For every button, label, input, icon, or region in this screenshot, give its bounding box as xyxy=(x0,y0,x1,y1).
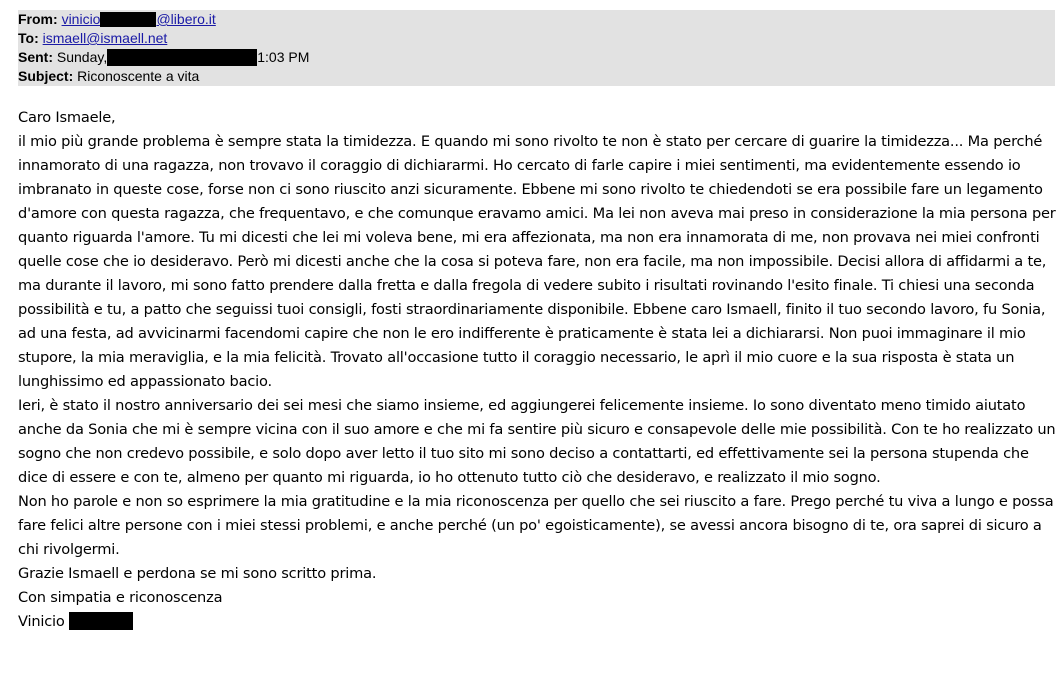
signature-line xyxy=(18,610,1058,634)
thanks-line: Grazie Ismaell e perdona se mi sono scritto prima. xyxy=(18,565,377,582)
sent-row xyxy=(18,48,309,67)
from-label: From: xyxy=(18,11,58,27)
sent-time: 1:03 PM xyxy=(257,49,310,65)
greeting: Caro Ismaele, xyxy=(18,109,116,126)
body-paragraph-2: Ieri, è stato il nostro anniversario dei sei mesi che siamo insieme, ed aggiungerei felicemente insieme. Io sono diventato meno timido aiutato anche da Sonia che mi è sempre vicina con il suo amore e che mi fa sentire più sicuro e consapevole delle mie possibilità. Con te ho realizzato un sogno che non credevo possibile, e solo dopo aver letto il tuo sito mi sono deciso a contattarti, ed effettivamente sei la persona stupenda che dice di essere e con te, almeno per quanto mi riguarda, io ho ottenuto tutto ciò che desideravo, e realizzato il mio sogno. xyxy=(18,397,1056,486)
sent-label: Sent: xyxy=(18,49,53,65)
closing-line: Con simpatia e riconoscenza xyxy=(18,589,223,606)
to-address-link[interactable]: ismaell@ismaell.net xyxy=(42,30,168,46)
redaction-bar xyxy=(107,49,257,66)
redaction-bar xyxy=(100,12,156,27)
sent-day: Sunday, xyxy=(56,49,108,65)
to-row xyxy=(18,29,167,48)
subject-label: Subject: xyxy=(18,68,74,84)
body-paragraph-3: Non ho parole e non so esprimere la mia gratitudine e la mia riconoscenza per quello che sei riuscito a fare. Prego perché tu viva a lungo e possa fare felici altre persone con i miei stessi problemi, e anche perché (un po' egoisticamente), se avessi ancora bisogno di te, ora saprei di sicuro a chi rivolgermi. xyxy=(18,493,1054,558)
from-address-link[interactable] xyxy=(62,11,216,27)
signature-name: Vinicio xyxy=(18,613,65,630)
from-user[interactable]: vinicio xyxy=(61,11,101,27)
from-row xyxy=(18,10,216,29)
body-paragraph-1: il mio più grande problema è sempre stata la timidezza. E quando mi sono rivolto te non è stato per cercare di guarire la timidezza... Ma perché innamorato di una ragazza, non trovavo il coraggio di dichiararmi. Ho cercato di farle capire i miei sentimenti, ma evidentemente essendo io imbranato in queste cose, forse non ci sono riuscito anzi sicuramente. Ebbene mi sono rivolto te chiedendoti se era possibile fare un legamento d'amore con questa ragazza, che frequentavo, e che comunque eravamo amici. Ma lei non aveva mai preso in considerazione la mia persona per quanto riguarda l'amore. Tu mi dicesti che lei mi voleva bene, mi era affezionata, ma non era innamorata di me, non provava nei miei confronti quelle cose che io desideravo. Però mi dicesti anche che la cosa si poteva fare, non era facile, ma non impossibile. Decisi allora di affidarmi a te, ma durante il lavoro, mi sono fatto prendere dalla fretta e dalla fregola di vedere subito i risultati rovinando l'esito finale. Ti chiesi una seconda possibilità e tu, a patto che seguissi tuoi consigli, fosti straordinariamente disponibile. Ebbene caro Ismaell, finito il tuo secondo lavoro, fu Sonia, ad una festa, ad avvicinarmi facendomi capire che non le ero indifferente è praticamente è stata lei a dichiararsi. Non puoi immaginare il mio stupore, la mia meraviglia, e la mia felicità. Trovato all'occasione tutto il coraggio necessario, le aprì il mio cuore e la sua risposta è stata un lunghissimo ed appassionato bacio. xyxy=(18,133,1056,390)
redaction-bar xyxy=(69,612,133,630)
subject-text: Riconoscente a vita xyxy=(77,68,200,84)
to-label: To: xyxy=(18,30,39,46)
message-body xyxy=(18,106,1058,634)
subject-row xyxy=(18,67,199,86)
from-domain[interactable]: @libero.it xyxy=(156,11,216,27)
